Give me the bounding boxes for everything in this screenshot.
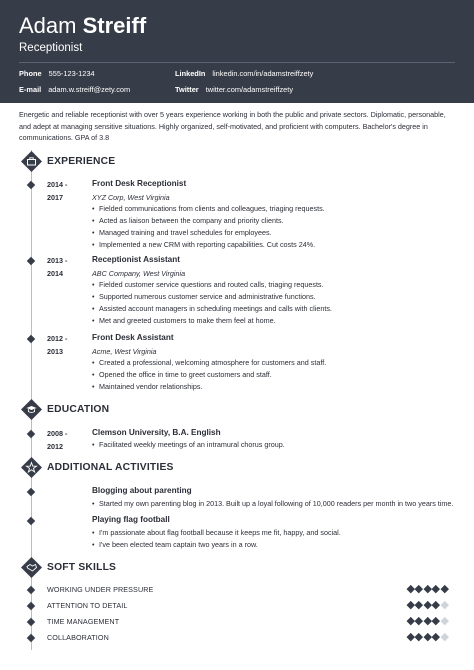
- rating-diamond: [440, 633, 448, 641]
- list-item: • Fielded customer service questions and routed calls, triaging requests.: [92, 279, 332, 291]
- timeline-dot: [27, 602, 35, 610]
- skill-name: TIME MANAGEMENT: [47, 617, 120, 626]
- rating-diamond: [432, 617, 440, 625]
- list-item: • I'm passionate about flag football because it keeps me fit, happy, and social.: [92, 527, 341, 539]
- last-name: Streiff: [82, 13, 147, 38]
- timeline-dot: [27, 488, 35, 496]
- skill-name: WORKING UNDER PRESSURE: [47, 585, 154, 594]
- phone-value: 555-123-1234: [48, 69, 95, 78]
- profile-summary: Energetic and reliable receptionist with over 5 years experience working in both the public and private sectors. Diplomatic, personable, and adept at managing sensitive situations. Highly organized, self-motivated, and proficient with computers. Bachelor's degree in communications. GPA of 3.8: [19, 110, 446, 142]
- briefcase-icon: [21, 151, 42, 172]
- phone-label: Phone: [19, 69, 42, 78]
- skill-name: COLLABORATION: [47, 633, 109, 642]
- experience-heading: EXPERIENCE: [47, 156, 116, 167]
- job-dates: [47, 179, 67, 204]
- rating-diamond: [440, 585, 448, 593]
- rating-diamond: [415, 633, 423, 641]
- timeline-dot: [27, 517, 35, 525]
- job-bullets: [92, 357, 326, 393]
- graduation-cap-icon: [21, 399, 42, 420]
- skill-row: [47, 633, 447, 645]
- list-item: • Managed training and travel schedules for employees.: [92, 227, 325, 239]
- linkedin-contact: [175, 69, 313, 78]
- education-start: 2008 -: [47, 429, 68, 438]
- education-dates: [47, 428, 67, 453]
- skill-rating: [408, 586, 448, 592]
- list-item: • Assisted account managers in scheduling meetings and calls with clients.: [92, 303, 332, 315]
- job-company: Acme, West Virginia: [92, 347, 157, 356]
- list-item: • Facilitated weekly meetings of an intramural chorus group.: [92, 439, 285, 451]
- activity-title: Playing flag football: [92, 515, 170, 524]
- job-start: 2013 -: [47, 256, 68, 265]
- list-item: • Supported numerous customer service and administrative functions.: [92, 291, 332, 303]
- skill-row: [47, 585, 447, 597]
- job-company: XYZ Corp, West Virginia: [92, 193, 170, 202]
- rating-diamond: [423, 633, 431, 641]
- rating-diamond: [406, 601, 414, 609]
- list-item: • Maintained vendor relationships.: [92, 381, 326, 393]
- skill-rating: [408, 634, 448, 640]
- rating-diamond: [406, 585, 414, 593]
- job-end: 2014: [47, 268, 63, 278]
- rating-diamond: [440, 617, 448, 625]
- email-value[interactable]: adam.w.streiff@zety.com: [48, 85, 131, 94]
- job-title: Front Desk Receptionist: [92, 179, 187, 188]
- linkedin-value[interactable]: linkedin.com/in/adamstreiffzety: [212, 69, 314, 78]
- timeline-dot: [27, 586, 35, 594]
- timeline-dot: [27, 335, 35, 343]
- skill-rating: [408, 602, 448, 608]
- timeline-dot: [27, 634, 35, 642]
- rating-diamond: [406, 617, 414, 625]
- email-label: E-mail: [19, 85, 42, 94]
- rating-diamond: [423, 601, 431, 609]
- job-bullets: [92, 279, 332, 327]
- rating-diamond: [432, 585, 440, 593]
- list-item: • Created a professional, welcoming atmosphere for customers and staff.: [92, 357, 326, 369]
- timeline-dot: [27, 257, 35, 265]
- twitter-label: Twitter: [175, 85, 199, 94]
- activity-bullets: [92, 498, 453, 510]
- rating-diamond: [423, 585, 431, 593]
- list-item: • Started my own parenting blog in 2013. Built up a loyal following of 10,000 readers per month in two years time.: [92, 498, 453, 510]
- school-name: Clemson University, B.A. English: [92, 428, 221, 437]
- list-item: • Opened the office in time to greet customers and staff.: [92, 369, 326, 381]
- activities-heading: ADDITIONAL ACTIVITIES: [47, 462, 174, 473]
- education-heading: EDUCATION: [47, 404, 110, 415]
- job-dates: [47, 255, 67, 280]
- list-item: • Fielded communications from clients and colleagues, triaging requests.: [92, 203, 325, 215]
- timeline-dot: [27, 181, 35, 189]
- job-bullets: [92, 203, 325, 251]
- activity-bullets: [92, 527, 341, 551]
- job-dates: [47, 333, 67, 358]
- skill-name: ATTENTION TO DETAIL: [47, 601, 128, 610]
- job-company: ABC Company, West Virginia: [92, 269, 186, 278]
- rating-diamond: [415, 617, 423, 625]
- first-name: Adam: [19, 13, 77, 38]
- resume-header: [0, 0, 474, 103]
- job-title: Front Desk Assistant: [92, 333, 174, 342]
- list-item: • I've been elected team captain two years in a row.: [92, 539, 341, 551]
- twitter-contact: [175, 85, 293, 94]
- skill-rating: [408, 618, 448, 624]
- rating-diamond: [432, 601, 440, 609]
- job-end: 2013: [47, 346, 63, 356]
- activity-title: Blogging about parenting: [92, 486, 192, 495]
- job-start: 2012 -: [47, 334, 68, 343]
- list-item: • Implemented a new CRM with reporting capabilities. Cut costs 24%.: [92, 239, 325, 251]
- header-divider: [19, 62, 455, 63]
- timeline-dot: [27, 430, 35, 438]
- rating-diamond: [415, 585, 423, 593]
- list-item: • Acted as liaison between the company and priority clients.: [92, 215, 325, 227]
- rating-diamond: [432, 633, 440, 641]
- skill-row: [47, 601, 447, 613]
- rating-diamond: [440, 601, 448, 609]
- education-end: 2012: [47, 441, 63, 451]
- rating-diamond: [406, 633, 414, 641]
- skill-row: [47, 617, 447, 629]
- skills-heading: SOFT SKILLS: [47, 562, 117, 573]
- star-icon: [21, 457, 42, 478]
- job-end: 2017: [47, 192, 63, 202]
- education-bullets: [92, 439, 285, 451]
- rating-diamond: [415, 601, 423, 609]
- phone-contact: [19, 69, 95, 78]
- timeline-dot: [27, 618, 35, 626]
- handshake-icon: [21, 557, 42, 578]
- list-item: • Met and greeted customers to make them feel at home.: [92, 315, 332, 327]
- job-start: 2014 -: [47, 180, 68, 189]
- job-title: Receptionist Assistant: [92, 255, 180, 264]
- job-title: Receptionist: [19, 42, 83, 54]
- email-contact: [19, 85, 130, 94]
- candidate-name: [19, 13, 146, 39]
- linkedin-label: LinkedIn: [175, 69, 206, 78]
- rating-diamond: [423, 617, 431, 625]
- twitter-value[interactable]: twitter.com/adamstreiffzety: [205, 85, 294, 94]
